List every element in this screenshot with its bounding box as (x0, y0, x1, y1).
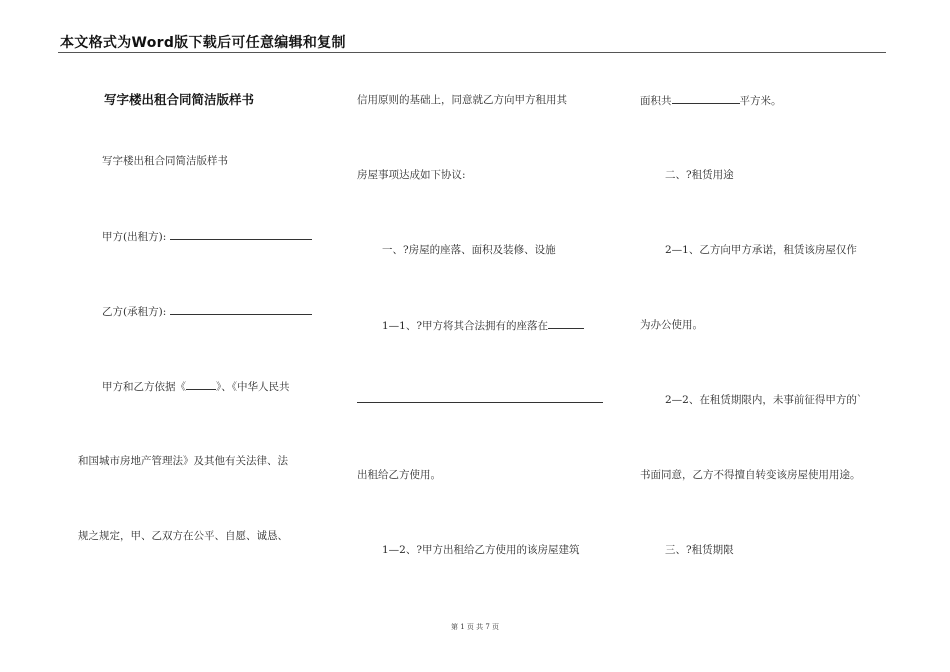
basis-line-2: 和国城市房地产管理法》及其他有关法律、法 (78, 455, 288, 467)
written-consent-line: 书面同意，乙方不得擅自转变该房屋使用用途。 (640, 469, 861, 481)
clause-1-1-text: 1—1、?甲方将其合法拥有的座落在 (382, 320, 548, 332)
location-blank (548, 318, 584, 329)
section-3-heading: 三、?租赁期限 (665, 544, 734, 556)
area-line (640, 93, 782, 108)
clause-2-1: 2—1、乙方向甲方承诺，租赁该房屋仅作 (665, 244, 857, 256)
party-a-line (102, 229, 312, 244)
section-1-heading: 一、?房屋的座落、面积及装修、设施 (382, 244, 556, 256)
clause-1-2: 1—2、?甲方出租给乙方使用的该房屋建筑 (382, 544, 580, 556)
document-subtitle: 写字楼出租合同简洁版样书 (102, 155, 228, 167)
agreement-line: 房屋事项达成如下协议: (357, 169, 466, 181)
area-text-a: 面积共 (640, 95, 672, 107)
clause-2-2: 2—2、在租赁期限内，未事前征得甲方的` (665, 394, 863, 406)
section-2-heading: 二、?租赁用途 (665, 169, 734, 181)
basis-line-3: 规之规定，甲、乙双方在公平、自愿、诚恳、 (78, 530, 288, 542)
basis-line-1 (102, 379, 290, 394)
document-title: 写字楼出租合同简洁版样书 (104, 92, 255, 107)
party-b-blank (170, 304, 312, 315)
clause-1-1 (382, 318, 584, 333)
document-header (58, 34, 886, 53)
page-footer: 第 1 页 共 7 页 (450, 623, 500, 631)
basis-text-a: 甲方和乙方依据《 (102, 381, 186, 393)
rent-out-line: 出租给乙方使用。 (357, 469, 441, 481)
location-blank-line (357, 402, 603, 403)
party-b-line (102, 304, 312, 319)
area-blank (672, 93, 740, 104)
law-name-blank (186, 379, 216, 390)
area-text-b: 平方米。 (739, 95, 782, 107)
party-a-blank (170, 229, 312, 240)
basis-text-b: 》、《中华人民共 (216, 381, 290, 393)
header-text: 本文格式为Word版下载后可任意编辑和复制 (60, 35, 346, 51)
party-b-label: 乙方(承租方): (102, 306, 170, 318)
office-use-line: 为办公使用。 (640, 319, 703, 331)
principle-line: 信用原则的基础上，同意就乙方向甲方租用其 (357, 94, 567, 106)
party-a-label: 甲方(出租方): (102, 231, 170, 243)
